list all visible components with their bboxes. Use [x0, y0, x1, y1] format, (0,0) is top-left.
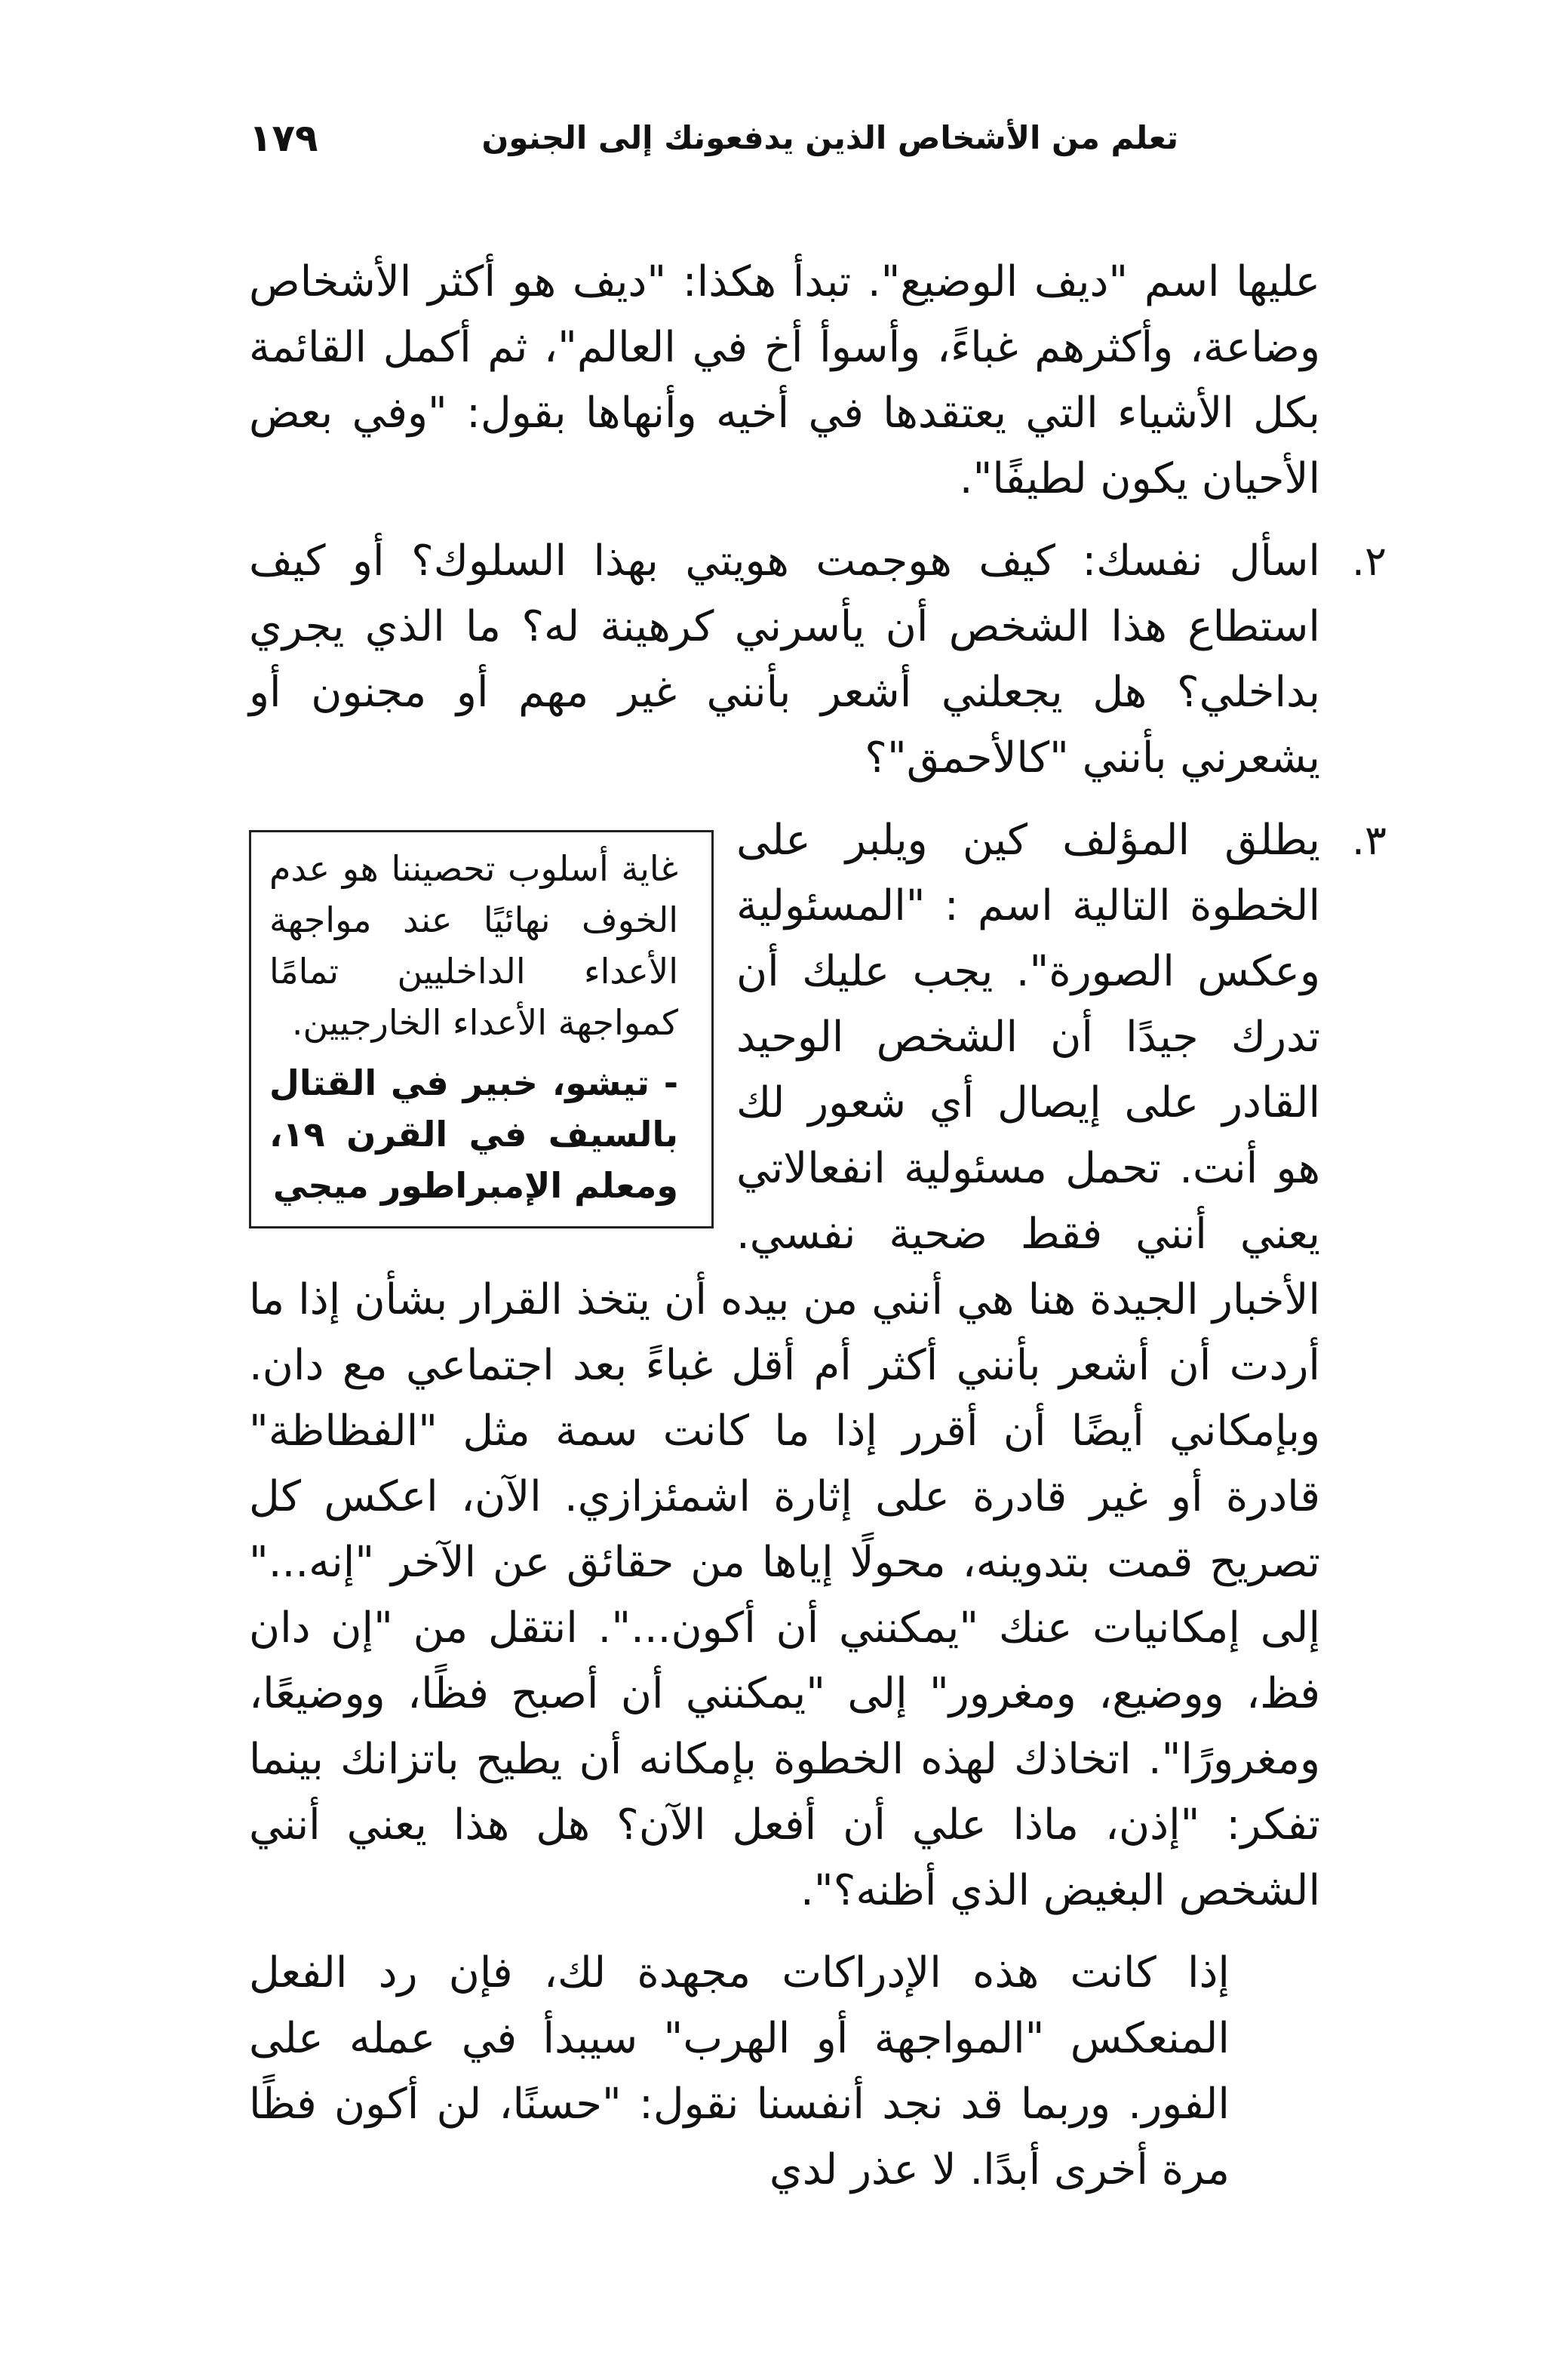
- list-item-number: ٣.: [1351, 816, 1387, 864]
- list-item-text: يطلق المؤلف كين ويلبر على الخطوة التالية اسم : "المسئولية وعكس الصورة". يجب عليك أن تدرك جيدًا أن الشخص الوحيد القادر على إيصال أي شعور لك هو أنت. تحمل مسئولية انفعالاتي يعني أنني فقط ضحية نفسي. الأخبار الجيدة هنا هي أنني من بيده أن يتخذ القرار بشأن إذا ما أردت أن أشعر بأنني أكثر أم أقل غباءً بعد اجتماعي مع دان. وبإمكاني أيضًا أن أقرر إذا ما كانت سمة مثل "الفظاظة" قادرة أو غير قادرة على إثارة اشمئزازي. الآن، اعكس كل تصريح قمت بتدوينه، محولًا إياها من حقائق عن الآخر "إنه..." إلى إمكانيات عنك "يمكنني أن أكون...". انتقل من "إن دان فظ، ووضيع، ومغرور" إلى "يمكنني أن أصبح فظًا، ووضيعًا، ومغرورًا". اتخاذك لهذه الخطوة بإمكانه أن يطيح باتزانك بينما تفكر: "إذن، ماذا علي أن أفعل الآن؟ هل هذا يعني أنني الشخص البغيض الذي أظنه؟".: [249, 816, 1320, 1915]
- pull-quote-text: غاية أسلوب تحصيننا هو عدم الخوف نهائيًا عند مواجهة الأعداء الداخليين تمامًا كمواجهة الأعداء الخارجيين.: [269, 848, 678, 1043]
- page-body: [249, 249, 1387, 2203]
- page-number: ١٧٩: [249, 116, 318, 160]
- list-item-number: ٢.: [1351, 537, 1387, 585]
- intro-paragraph: عليها اسم "ديف الوضيع". تبدأ هكذا: "ديف هو أكثر الأشخاص وضاعة، وأكثرهم غباءً، وأسوأ أخ في العالم"، ثم أكمل القائمة بكل الأشياء التي يعتقدها في أخيه وأنهاها بقول: "وفي بعض الأحيان يكون لطيفًا".: [249, 257, 1320, 503]
- list-item-3: [249, 807, 1387, 1923]
- spacer: [249, 1923, 1320, 1940]
- running-title: تعلم من الأشخاص الذين يدفعونك إلى الجنون: [481, 119, 1178, 156]
- pull-quote-attribution: - تيشو، خبير في القتال بالسيف في القرن ١٩، ومعلم الإمبراطور ميجي: [269, 1062, 678, 1206]
- closing-paragraph: إذا كانت هذه الإدراكات مجهدة لك، فإن رد الفعل المنعكس "المواجهة أو الهرب" سيبدأ في عمله على الفور. وربما قد نجد أنفسنا نقول: "حسنًا، لن أكون فظًا مرة أخرى أبدًا. لا عذر لدي: [249, 1948, 1230, 2194]
- spacer: [249, 512, 1320, 528]
- list-item-text: اسأل نفسك: كيف هوجمت هويتي بهذا السلوك؟ أو كيف استطاع هذا الشخص أن يأسرني كرهينة له؟ ما الذي يجري بداخلي؟ هل يجعلني أشعر بأنني غير مهم أو مجنون أو يشعرني بأنني "كالأحمق"؟: [249, 537, 1320, 783]
- pull-quote-box: [249, 830, 714, 1228]
- list-item-2: [249, 528, 1387, 791]
- spacer: [249, 791, 1320, 807]
- page-header: [249, 116, 1178, 180]
